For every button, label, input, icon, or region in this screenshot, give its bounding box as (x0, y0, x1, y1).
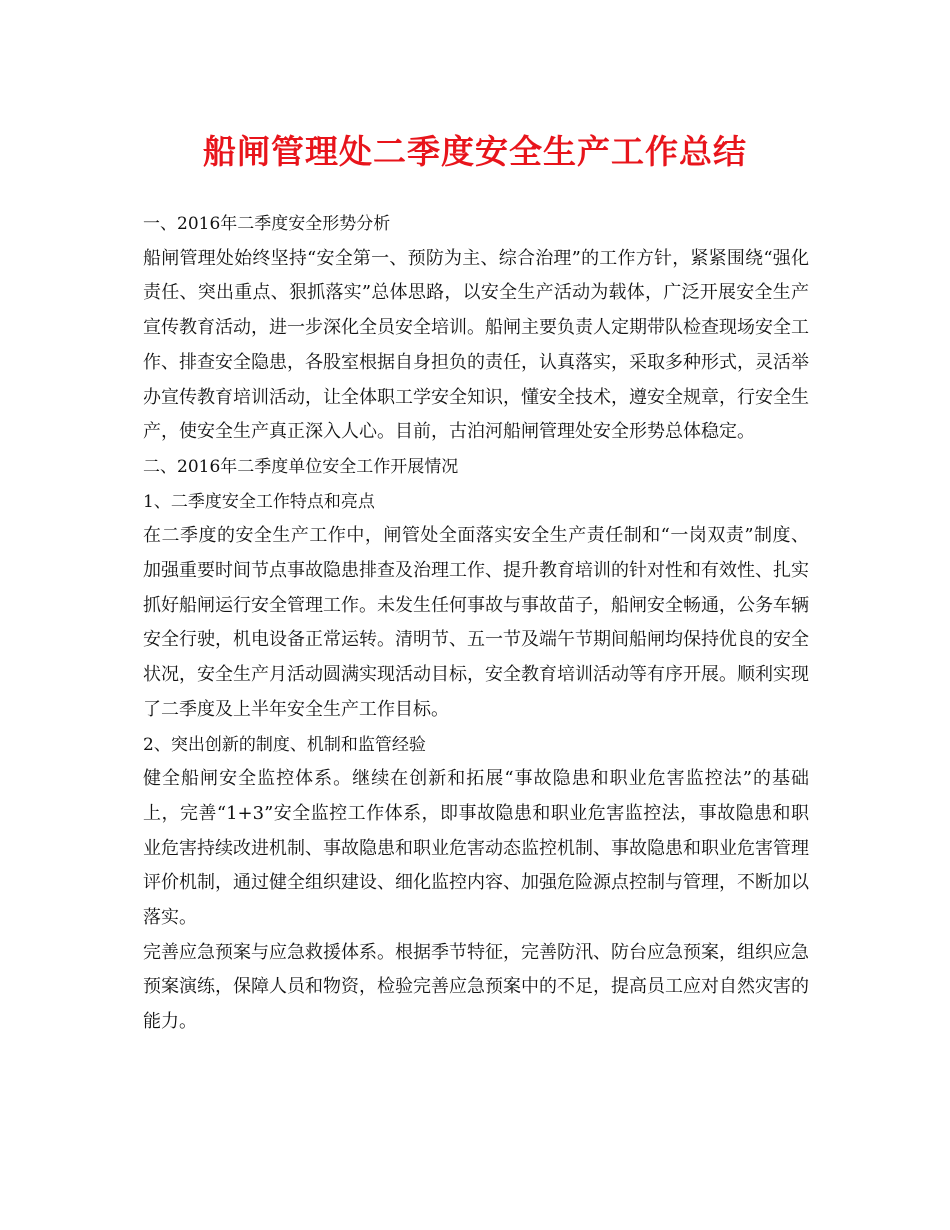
paragraph-monitoring-system: 健全船闸安全监控体系。继续在创新和拓展“事故隐患和职业危害监控法”的基础上，完善“1+3”安全监控工作体系，即事故隐患和职业危害监控法，事故隐患和职业危害持续改进机制、事故隐患和职业危害动态监控机制、事故隐患和职业危害管理评价机制，通过健全组织建设、细化监控内容、加强危险源点控制与管理，不断加以落实。 (143, 768, 809, 929)
document-title: 船闸管理处二季度安全生产工作总结 (203, 132, 747, 171)
subsection-heading-2: 2、突出创新的制度、机制和监管经验 (143, 734, 426, 755)
paragraph-safety-situation: 船闸管理处始终坚持“安全第一、预防为主、综合治理”的工作方针，紧紧围绕“强化责任、突出重点、狠抓落实”总体思路，以安全生产活动为载体，广泛开展安全生产宣传教育活动，进一步深化全员安全培训。船闸主要负责人定期带队检查现场安全工作、排查安全隐患，各股室根据自身担负的责任，认真落实，采取多种形式，灵活举办宣传教育培训活动，让全体职工学安全知识，懂安全技术，遵安全规章，行安全生产，使安全生产真正深入人心。目前，古泊河船闸管理处安全形势总体稳定。 (143, 247, 809, 443)
paragraph-emergency-plan: 完善应急预案与应急救援体系。根据季节特征，完善防汛、防台应急预案，组织应急预案演练，保障人员和物资，检验完善应急预案中的不足，提高员工应对自然灾害的能力。 (143, 941, 809, 1033)
section-heading-2: 二、2016年二季度单位安全工作开展情况 (143, 456, 459, 477)
subsection-heading-1: 1、二季度安全工作特点和亮点 (143, 491, 375, 512)
paragraph-features-highlights: 在二季度的安全生产工作中，闸管处全面落实安全生产责任制和“一岗双责”制度、加强重要时间节点事故隐患排查及治理工作、提升教育培训的针对性和有效性、扎实抓好船闸运行安全管理工作。未发生任何事故与事故苗子，船闸安全畅通，公务车辆安全行驶，机电设备正常运转。清明节、五一节及端午节期间船闸均保持优良的安全状况，安全生产月活动圆满实现活动目标，安全教育培训活动等有序开展。顺利实现了二季度及上半年安全生产工作目标。 (143, 525, 809, 720)
section-heading-1: 一、2016年二季度安全形势分析 (143, 214, 391, 234)
document-body (143, 207, 809, 1040)
